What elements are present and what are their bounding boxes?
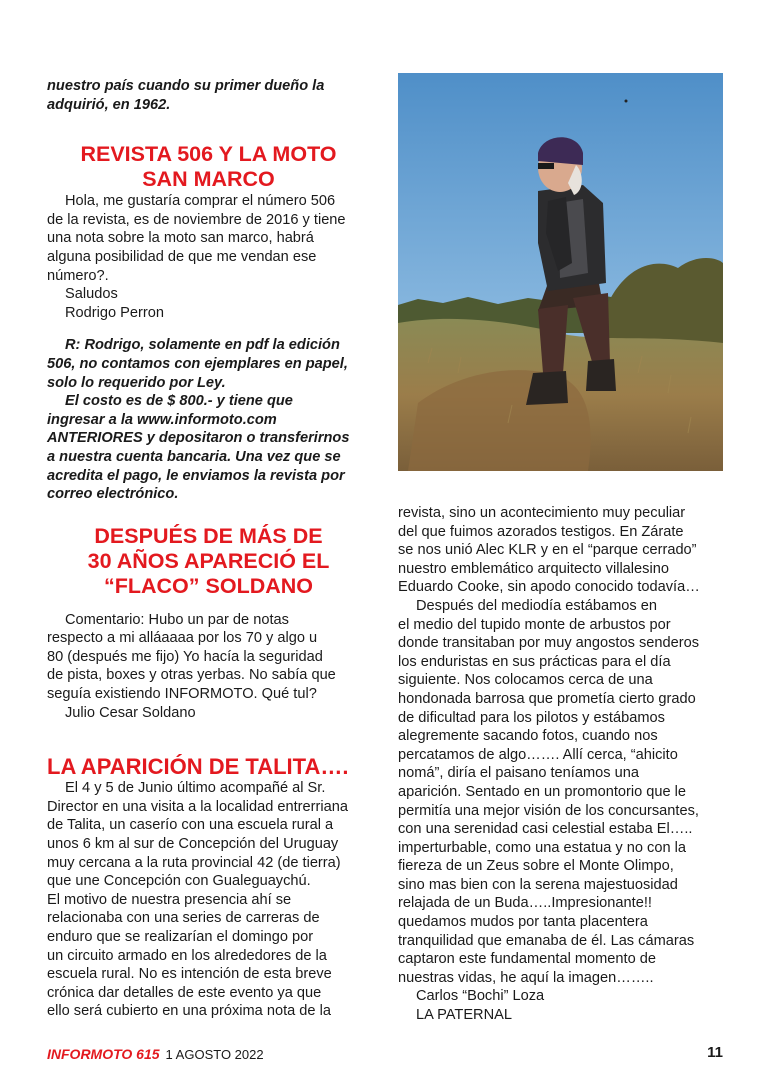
letter-body-perron: Hola, me gustaría comprar el número 506 de la revista, es de noviembre de 2016 y tiene una nota sobre la moto san marco, habrá alguna posibilidad de que me vendan ese número?. xyxy=(47,193,346,284)
photo-man-sitting-on-mound xyxy=(398,73,723,471)
reply-paragraph-1: R: Rodrigo, solamente en pdf la edición 506, no contamos con ejemplares en papel, solo lo requerido por Ley. xyxy=(47,337,348,391)
page-footer xyxy=(47,1046,723,1064)
reply-paragraph-2: El costo es de $ 800.- y tiene que ingresar a la www.informoto.com ANTERIORES y depositaron o transferirnos a nuestra cuenta bancaria. Una vez que se acredita el pago, le enviamos la revista por correo electrónico. xyxy=(47,393,350,503)
left-column xyxy=(47,77,370,1021)
page-number: 11 xyxy=(707,1044,723,1061)
right-signer: Carlos “Bochi” Loza xyxy=(416,988,545,1005)
section-title-soldano: DESPUÉS DE MÁS DE 30 AÑOS APARECIÓ EL “FLACO” SOLDANO xyxy=(87,523,330,598)
right-place: LA PATERNAL xyxy=(416,1007,512,1024)
section-title-talita: LA APARICIÓN DE TALITA…. xyxy=(47,754,349,780)
comment-signer-soldano: Julio Cesar Soldano xyxy=(65,704,196,721)
right-paragraph-1: revista, sino un acontecimiento muy peculiar del que fuimos azorados testigos. En Zárate se nos unió Alec KLR y en el “parque cerrado” nuestro emblemático arquitecto villalesino Eduardo Cooke, sin apodo conocido todavía… xyxy=(398,505,700,596)
letter-greeting: Saludos xyxy=(65,286,118,303)
talita-paragraph-1: El 4 y 5 de Junio último acompañé al Sr. Director en una visita a la localidad entrerriana de Talita, un caserío con una escuela rural a unos 6 km al sur de Concepción del Uruguay muy cercana a la ruta provincial 42 (de tierra) que une Concepción con Gualeguaychú. xyxy=(47,780,348,890)
footer-brand: INFORMOTO 615 xyxy=(47,1046,160,1062)
right-paragraph-2: Después del mediodía estábamos en el medio del tupido monte de arbustos por donde transitaban por muy angostos senderos los enduristas en sus prácticas para el día siguiente. Nos colocamos cerca de una hondonada barrosa que prometía cierto grado de dificultad para los pilotos y estábamos alegremente sacando fotos, cuando nos percatamos de algo……. Allí cerca, “ahicito nomá”, diría el paisano teníamos una aparición. Sentado en un promontorio que le permitía una mejor visión de los concursantes, con una serenidad casi celestial estaba El….. imperturbable, como una estatua y no con la fiereza de un Zeus sobre el Monte Olimpo, sino mas bien con la serena majestuosidad relajada de un Buda…..Impresionante!! quedamos mudos por tanta placentera tranquilidad que emanaba de él. Las cámaras captaron este fundamental momento de nuestras vidas, he aquí la imagen…….. xyxy=(398,597,699,986)
letter-signer-perron: Rodrigo Perron xyxy=(65,304,164,321)
talita-paragraph-2: El motivo de nuestra presencia ahí se relacionaba con una series de carreras de enduro que se realizarían el domingo por un circuito armado en los alrededores de la escuela rural. No es intención de esta breve crónica dar detalles de este evento ya que ello será cubierto en una próxima nota de la xyxy=(47,891,332,1020)
comment-body-soldano: Comentario: Hubo un par de notas respecto a mi alláaaaa por los 70 y algo u 80 (después me fijo) Yo hacía la seguridad de pista, boxes y otras yerbas. No sabía que seguía existiendo INFORMOTO. Qué tul? xyxy=(47,611,336,703)
section-title-revista-506: REVISTA 506 Y LA MOTO SAN MARCO xyxy=(80,142,337,192)
footer-date: 1 AGOSTO 2022 xyxy=(165,1047,264,1062)
intro-text: nuestro país cuando su primer dueño la adquirió, en 1962. xyxy=(47,78,325,113)
right-column xyxy=(398,504,724,1025)
